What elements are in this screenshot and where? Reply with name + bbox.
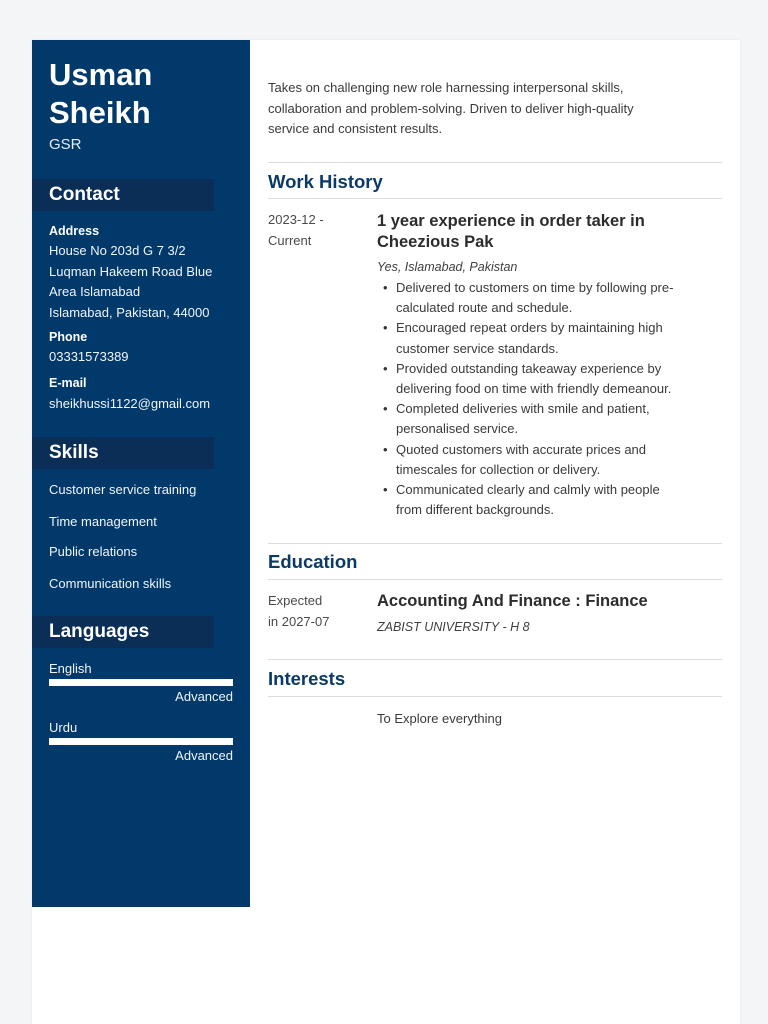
- language-proficiency-fill: [49, 679, 233, 686]
- address-line: House No 203d G 7 3/2: [49, 243, 186, 258]
- work-date-line: 2023-12 -: [268, 212, 324, 227]
- work-location: Yes, Islamabad, Pakistan: [377, 260, 518, 274]
- last-name: Sheikh: [49, 95, 151, 130]
- work-bullet: [377, 278, 722, 318]
- person-name: [49, 56, 152, 132]
- language-name: English: [49, 661, 92, 676]
- work-title-line: Cheezious Pak: [377, 233, 494, 251]
- education-date: [268, 591, 368, 632]
- address-label: Address: [49, 224, 100, 238]
- education-date-line: in 2027-07: [268, 613, 330, 629]
- summary-line: service and consistent results.: [268, 121, 443, 136]
- resume-page: [32, 40, 740, 1024]
- work-title-line: 1 year experience in order taker in: [377, 212, 645, 230]
- phone-label: Phone: [49, 330, 88, 344]
- job-role: GSR: [49, 136, 82, 153]
- education-date-line: Expected: [268, 593, 323, 608]
- section-divider: [268, 162, 722, 163]
- sidebar: [32, 40, 250, 907]
- work-bullet: [377, 440, 722, 480]
- interests-heading: Interests: [268, 668, 346, 689]
- work-date-line: Current: [268, 232, 312, 248]
- work-title: [377, 211, 707, 253]
- bullet-line: • Delivered to customers on time by following pre-: [396, 280, 674, 295]
- skill-item: Communication skills: [49, 576, 172, 591]
- summary-line: Takes on challenging new role harnessing interpersonal skills,: [268, 80, 624, 95]
- address-line: Islamabad, Pakistan, 44000: [49, 304, 210, 320]
- section-divider: [268, 543, 722, 544]
- bullet-line: customer service standards.: [396, 340, 559, 356]
- language-name: Urdu: [49, 720, 78, 735]
- section-divider: [268, 696, 722, 697]
- work-bullet: [377, 359, 722, 399]
- section-divider: [268, 198, 722, 199]
- language-proficiency-bar: [49, 679, 233, 686]
- language-level: Advanced: [175, 748, 233, 763]
- bullet-line: • Communicated clearly and calmly with people: [396, 482, 660, 498]
- work-bullets: [377, 278, 722, 520]
- address-value: [49, 241, 245, 323]
- contact-heading: Contact: [32, 179, 214, 211]
- phone-value: 03331573389: [49, 349, 129, 364]
- skill-item: Time management: [49, 514, 157, 529]
- work-bullet: [377, 480, 722, 520]
- bullet-line: • Completed deliveries with smile and patient,: [396, 401, 650, 417]
- work-bullet: [377, 318, 722, 358]
- email-label: E-mail: [49, 376, 87, 390]
- skill-item: Customer service training: [49, 482, 197, 497]
- language-proficiency-fill: [49, 738, 233, 745]
- language-level: Advanced: [175, 689, 233, 704]
- bullet-line: timescales for collection or delivery.: [396, 461, 601, 477]
- skills-heading: Skills: [32, 437, 214, 469]
- education-institution: ZABIST UNIVERSITY - H 8: [377, 620, 530, 634]
- education-title: Accounting And Finance : Finance: [377, 592, 648, 610]
- work-bullet: [377, 399, 722, 439]
- bullet-line: • Encouraged repeat orders by maintaining high: [396, 320, 663, 336]
- address-line: Luqman Hakeem Road Blue: [49, 263, 213, 279]
- professional-summary: [268, 78, 722, 140]
- bullet-line: calculated route and schedule.: [396, 300, 573, 316]
- language-proficiency-bar: [49, 738, 233, 745]
- skill-item: Public relations: [49, 544, 138, 559]
- bullet-line: from different backgrounds.: [396, 502, 555, 518]
- email-value: sheikhussi1122@gmail.com: [49, 396, 211, 411]
- languages-heading: Languages: [32, 616, 214, 648]
- first-name: Usman: [49, 57, 153, 92]
- summary-line: collaboration and problem-solving. Driven to deliver high-quality: [268, 100, 634, 116]
- bullet-line: • Quoted customers with accurate prices and: [396, 441, 647, 457]
- work-date: [268, 210, 368, 251]
- address-line: Area Islamabad: [49, 284, 141, 299]
- section-divider: [268, 659, 722, 660]
- work-history-heading: Work History: [268, 171, 383, 192]
- bullet-line: • Provided outstanding takeaway experience by: [396, 360, 662, 376]
- education-heading: Education: [268, 551, 358, 572]
- section-divider: [268, 579, 722, 580]
- bullet-line: delivering food on time with friendly demeanour.: [396, 381, 672, 397]
- interest-item: To Explore everything: [377, 711, 503, 726]
- bullet-line: personalised service.: [396, 421, 519, 437]
